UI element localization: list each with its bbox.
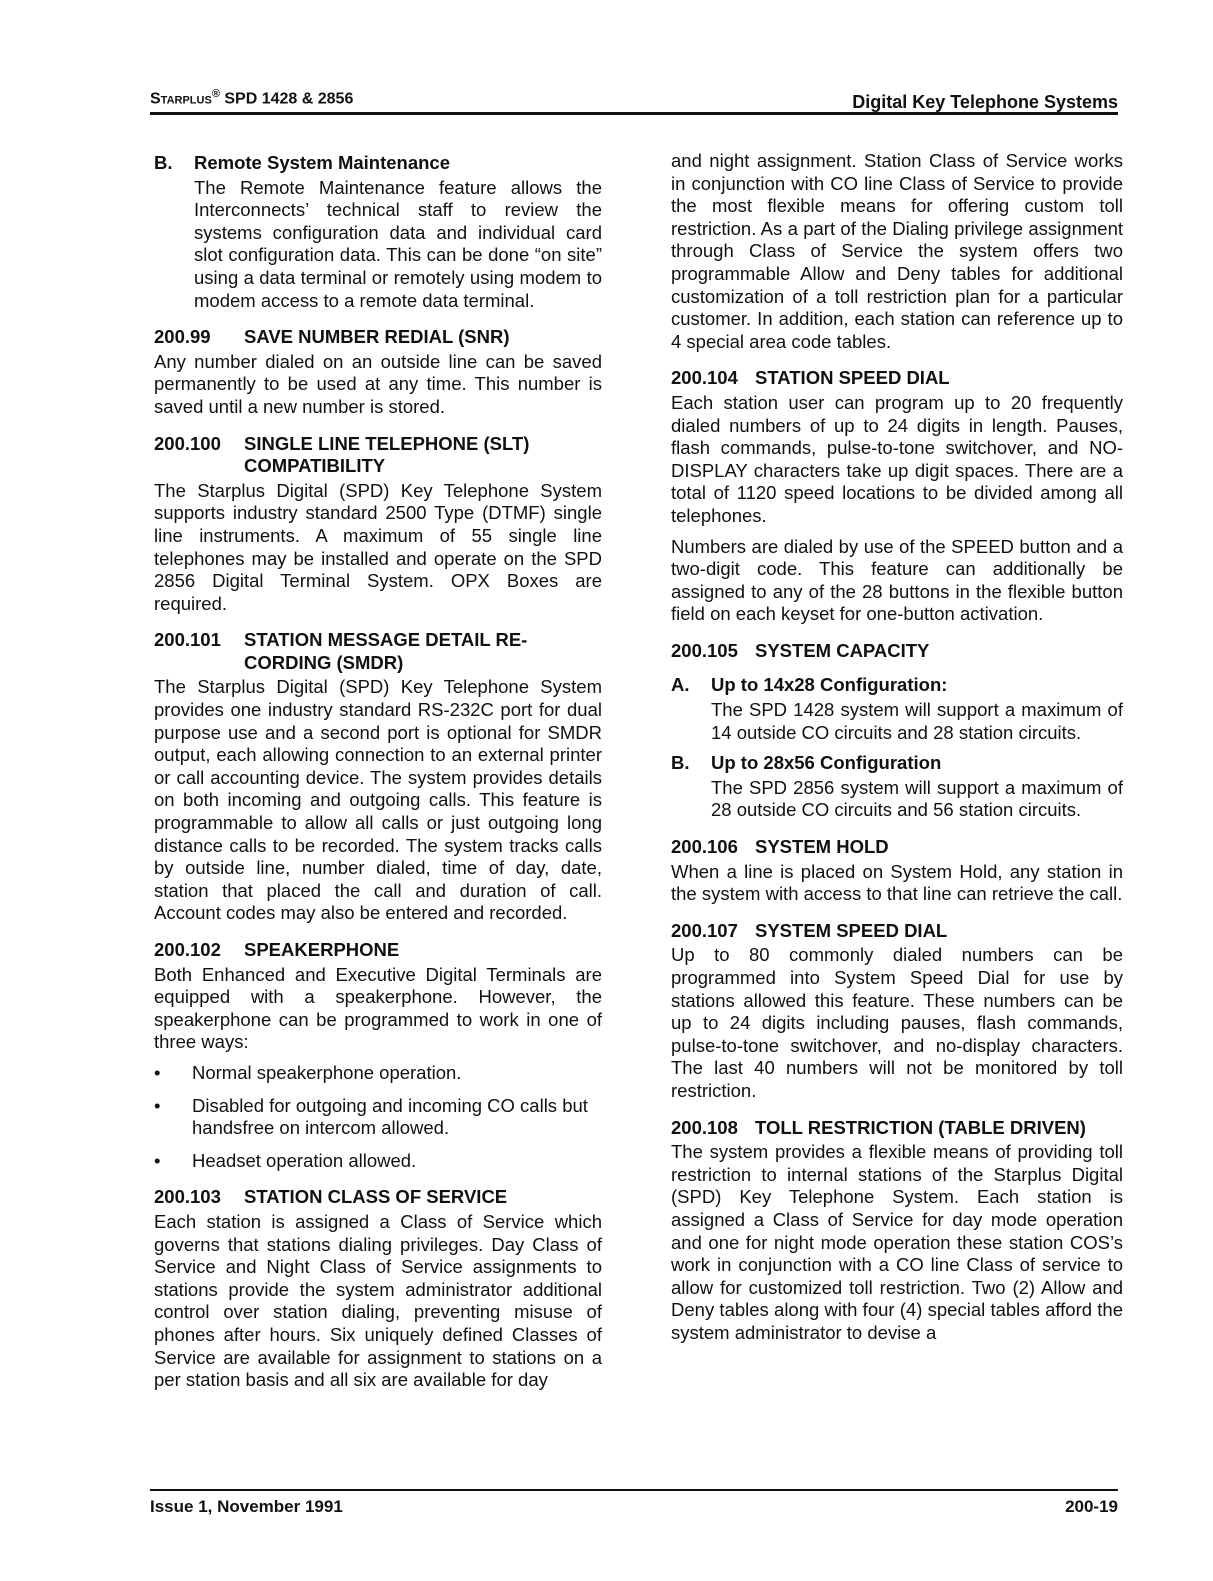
list-item [154,1062,602,1085]
registered-mark: ® [211,88,220,100]
header-model: SPD 1428 & 2856 [224,90,354,108]
list-item-text: Normal speakerphone operation. [192,1061,462,1083]
subsection-letter: B. [154,152,173,173]
section-title: SYSTEM CAPACITY [755,639,930,661]
subsection-letter: B. [671,752,690,774]
section-number: 200.99 [154,326,211,348]
bullet-icon: • [154,1061,161,1083]
section-heading [671,920,1123,943]
subsection-title: Up to 28x56 Configuration [711,752,942,774]
paragraph: Any number dialed on an outside line can be saved permanently to be used at any time. This number is saved until a new number is stored. [154,350,602,417]
bullet-icon: • [154,1094,161,1116]
section-title: TOLL RESTRICTION (TABLE DRIVEN) [755,1116,1086,1138]
subsection-title: Remote System Maintenance [194,152,451,173]
section-title: SPEAKERPHONE [244,939,400,960]
section-title: SAVE NUMBER REDIAL (SNR) [244,326,510,348]
section-heading [671,1117,1123,1140]
section-number: 200.106 [671,836,738,858]
paragraph: The Starplus Digital (SPD) Key Telephone System supports industry standard 2500 Type (DTMF) single line instruments. A maximum of 55 single line telephones may be installed and operate on the SPD 2856 Digital Terminal System. OPX Boxes are required. [154,479,602,614]
section-heading [154,629,602,674]
paragraph: The Remote Maintenance feature allows the Interconnects’ technical staff to review the systems configuration data and individual card slot configuration data. This can be done “on site” using a data terminal or remotely using modem to modem access to a remote data terminal. [194,176,602,311]
bullet-icon: • [154,1149,161,1171]
subsection-heading [154,152,602,175]
paragraph: and night assignment. Station Class of Service works in conjunction with CO line Class of Service to provide the most flexible means for offering custom toll restriction. As a part of the Dialing privilege assignment through Class of Service the system offers two programmable Allow and Deny tables for additional customization of a toll restriction plan for a particular customer. In addition, each station can reference up to 4 special area code tables. [671,150,1123,352]
bullet-list [154,1062,602,1172]
section-title: SINGLE LINE TELEPHONE (SLT) [244,432,530,454]
section-heading [671,836,1123,859]
section-number: 200.108 [671,1116,738,1138]
right-column [671,150,1123,1353]
section-heading [671,367,1123,390]
page-number: 200-19 [1065,1497,1118,1516]
subsection-heading [671,752,1123,775]
footer-issue: Issue 1, November 1991 [150,1497,343,1516]
list-item-text: Headset operation allowed. [192,1149,417,1171]
section-title: SYSTEM HOLD [755,836,889,858]
header-title: Digital Key Telephone Systems [852,92,1118,112]
list-item-text: Disabled for outgoing and incoming CO calls but handsfree on intercom allowed. [192,1094,588,1139]
section-heading [154,1186,602,1209]
subsection-letter: A. [671,674,690,696]
subsection-title: Up to 14x28 Configuration: [711,674,948,696]
paragraph: Numbers are dialed by use of the SPEED button and a two-digit code. This feature can additionally be assigned to any of the 28 buttons in the flexible button field on each keyset for one-button activation. [671,535,1123,625]
paragraph: Up to 80 commonly dialed numbers can be programmed into System Speed Dial for use by stations allowed this feature. These numbers can be up to 24 digits including pauses, flash commands, pulse-to-tone switchover, and no-display characters. The last 40 numbers will not be monitored by toll restriction. [671,944,1123,1101]
paragraph: Both Enhanced and Executive Digital Terminals are equipped with a speakerphone. However, the speakerphone can be programmed to work in one of three ways: [154,963,602,1053]
section-title: STATION CLASS OF SERVICE [244,1186,508,1208]
paragraph: Each station is assigned a Class of Service which governs that stations dialing privileges. Day Class of Service and Night Class of Service assignments to stations provide the system administrator additional control over station dialing, preventing misuse of phones after hours. Six uniquely defined Classes of Service are available for assignment to stations on a per station basis and all six are available for day [154,1210,602,1391]
list-item [154,1095,602,1140]
section-heading [671,640,1123,663]
paragraph: The SPD 2856 system will support a maximum of 28 outside CO circuits and 56 station circuits. [711,776,1123,821]
section-title: STATION MESSAGE DETAIL RE- [244,629,528,651]
header-product [150,88,353,108]
section-title-cont: COMPATIBILITY [244,455,386,477]
section-number: 200.105 [671,639,738,661]
section-title: STATION SPEED DIAL [755,367,950,389]
page-footer [150,1489,1118,1521]
section-number: 200.103 [154,1186,221,1208]
section-heading [154,939,602,962]
section-number: 200.107 [671,919,738,941]
section-number: 200.102 [154,939,221,960]
section-heading [154,433,602,478]
left-column [154,150,602,1400]
section-number: 200.100 [154,432,221,454]
section-number: 200.101 [154,629,221,651]
paragraph: The system provides a flexible means of providing toll restriction to internal stations of the Starplus Digital (SPD) Key Telephone System. Each station is assigned a Class of Service for day mode operation and one for night mode operation these station COS’s work in conjunction with a CO line Class of service to allow for customized toll restriction. Two (2) Allow and Deny tables along with four (4) special tables afford the system administrator to devise a [671,1141,1123,1343]
page-header [150,86,1118,115]
paragraph: When a line is placed on System Hold, any station in the system with access to that line can retrieve the call. [671,860,1123,905]
section-heading [154,326,602,349]
section-title: SYSTEM SPEED DIAL [755,919,948,941]
list-item [154,1150,602,1173]
subsection-heading [671,674,1123,697]
paragraph: The SPD 1428 system will support a maximum of 14 outside CO circuits and 28 station circuits. [711,699,1123,743]
paragraph: Each station user can program up to 20 frequently dialed numbers of up to 24 digits in length. Pauses, flash commands, pulse-to-tone switchover, and NO-DISPLAY characters take up digit spaces. There are a total of 1120 speed locations to be divided among all telephones. [671,391,1123,526]
header-brand: Starplus [150,90,212,108]
section-number: 200.104 [671,367,738,389]
section-title-cont: CORDING (SMDR) [244,651,404,673]
paragraph: The Starplus Digital (SPD) Key Telephone System provides one industry standard RS-232C port for dual purpose use and a second port is optional for SMDR output, each allowing connection to an external printer or call accounting device. The system provides details on both incoming and outgoing calls. This feature is programmable to allow all calls or just outgoing long distance calls to be recorded. The system tracks calls by outside line, number dialed, time of day, date, station that placed the call and duration of call. Account codes may also be entered and recorded. [154,676,602,924]
